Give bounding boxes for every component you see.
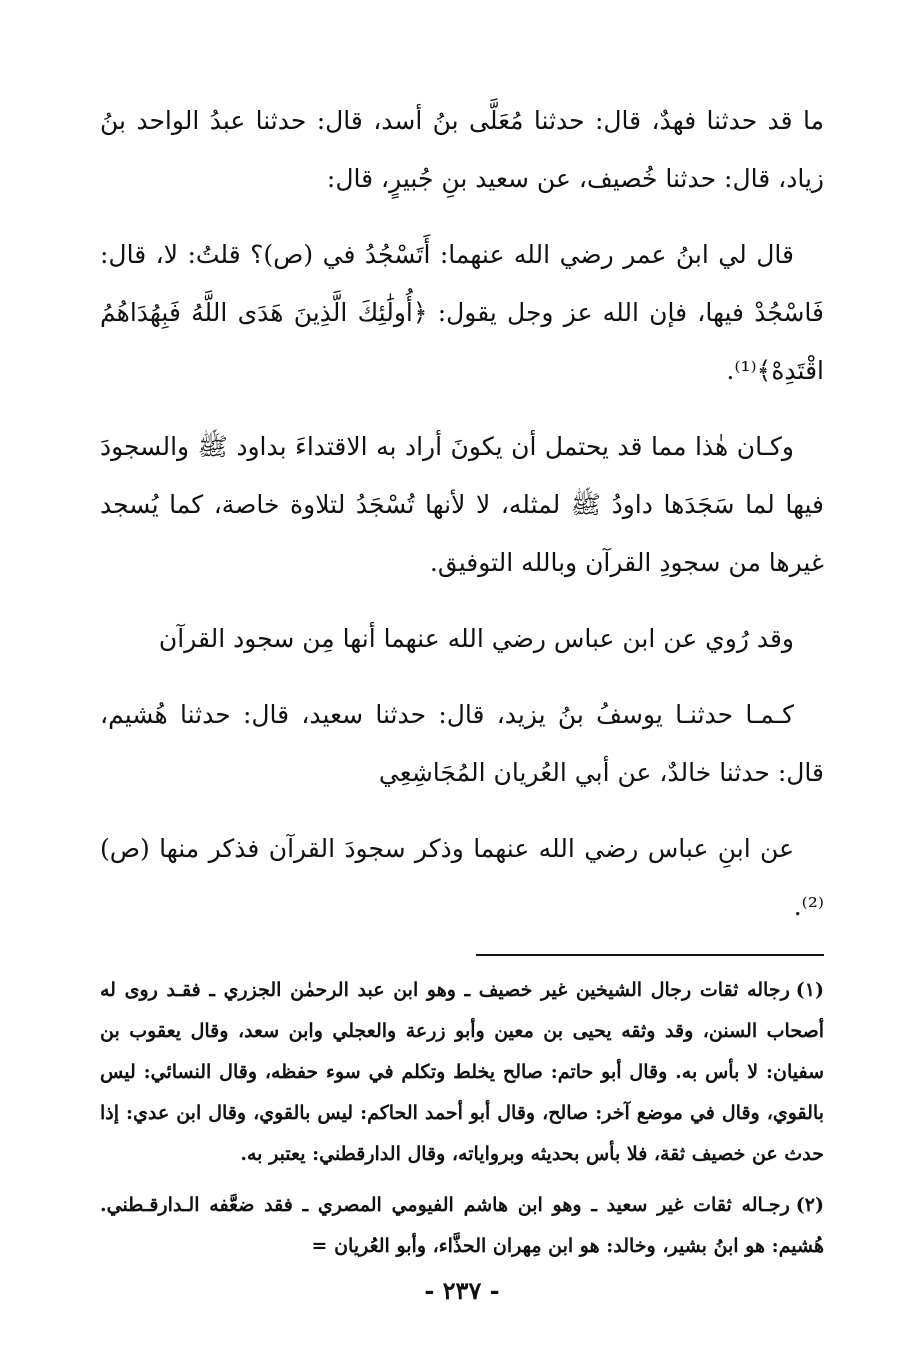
paragraph-isnad-opening: ما قد حدثنا فهدٌ، قال: حدثنا مُعَلَّى بنُ أسد، قال: حدثنا عبدُ الواحد بنُ زياد، قال: حدثنا خُصيف، عن سعيد بنِ جُبيرٍ، قال: bbox=[100, 106, 824, 193]
main-text bbox=[100, 92, 824, 936]
footnotes bbox=[100, 970, 824, 1267]
paragraph-ibn-abbas-report: وقد رُوي عن ابن عباس رضي الله عنهما أنها مِن سجود القرآن bbox=[158, 624, 794, 653]
paragraph-isnad-second: كـمـا حدثنـا يوسفُ بنُ يزيد، قال: حدثنا سعيد، قال: حدثنا هُشيم، قال: حدثنا خالدٌ، عن أبي العُريان المُجَاشِعِي bbox=[100, 700, 824, 787]
footnote-1 bbox=[100, 970, 824, 1175]
paragraph-ibn-umar-quote: قال لي ابنُ عمر رضي الله عنهما: أَتَسْجُدُ في (ص)؟ قلتُ: لا، قال: فَاسْجُدْ فيها، فإن الله عز وجل يقول: ﴿أُولَٰئِكَ الَّذِينَ هَدَى اللَّهُ فَبِهُدَاهُمُ اقْتَدِهْ﴾⁽¹⁾. bbox=[100, 240, 824, 385]
footnote-separator bbox=[476, 954, 824, 956]
footnote-number: (١) bbox=[795, 979, 824, 1001]
page-number: - ٢٣٧ - bbox=[424, 1276, 500, 1305]
footnote-2 bbox=[100, 1185, 824, 1267]
footnote-text: رجـاله ثقات غير سعيد ـ وهو ابن هاشم الفيومي المصري ـ فقد ضعَّفه الـدارقـطني. هُشيم: هو ابنُ بشير، وخالد: هو ابن مِهران الحذَّاء، وأبو العُريان = bbox=[100, 1194, 824, 1257]
footnote-number: (٢) bbox=[795, 1194, 824, 1216]
footnote-text: رجاله ثقات رجال الشيخين غير خصيف ـ وهو ابن عبد الرحمٰن الجزري ـ فقـد روى له أصحاب السنن، وقد وثقه يحيى بن معين وأبو زرعة والعجلي وابن سعد، وقال يعقوب بن سفيان: لا بأس به. وقال أبو حاتم: صالح يخلط وتكلم في سوء حفظه، وقال النسائي: ليس بالقوي، وقال في موضع آخر: صالح، وقال أبو أحمد الحاكم: ليس بالقوي، وقال ابن عدي: إذا حدث عن خصيف ثقة، فلا بأس بحديثه وبرواياته، وقال الدارقطني: يعتبر به. bbox=[100, 979, 824, 1165]
book-page bbox=[100, 92, 824, 1305]
paragraph-commentary: وكـان هٰذا مما قد يحتمل أن يكونَ أراد به الاقتداءَ بداود ﷺ والسجودَ فيها لما سَجَدَها داودُ ﷺ لمثله، لا لأنها تُسْجَدُ لتلاوة خاصة، كما يُسجد غيرها من سجودِ القرآن وبالله التوفيق. bbox=[100, 432, 824, 577]
paragraph-ibn-abbas-sad: عن ابنِ عباس رضي الله عنهما وذكر سجودَ القرآن فذكر منها (ص)⁽²⁾. bbox=[100, 834, 824, 921]
